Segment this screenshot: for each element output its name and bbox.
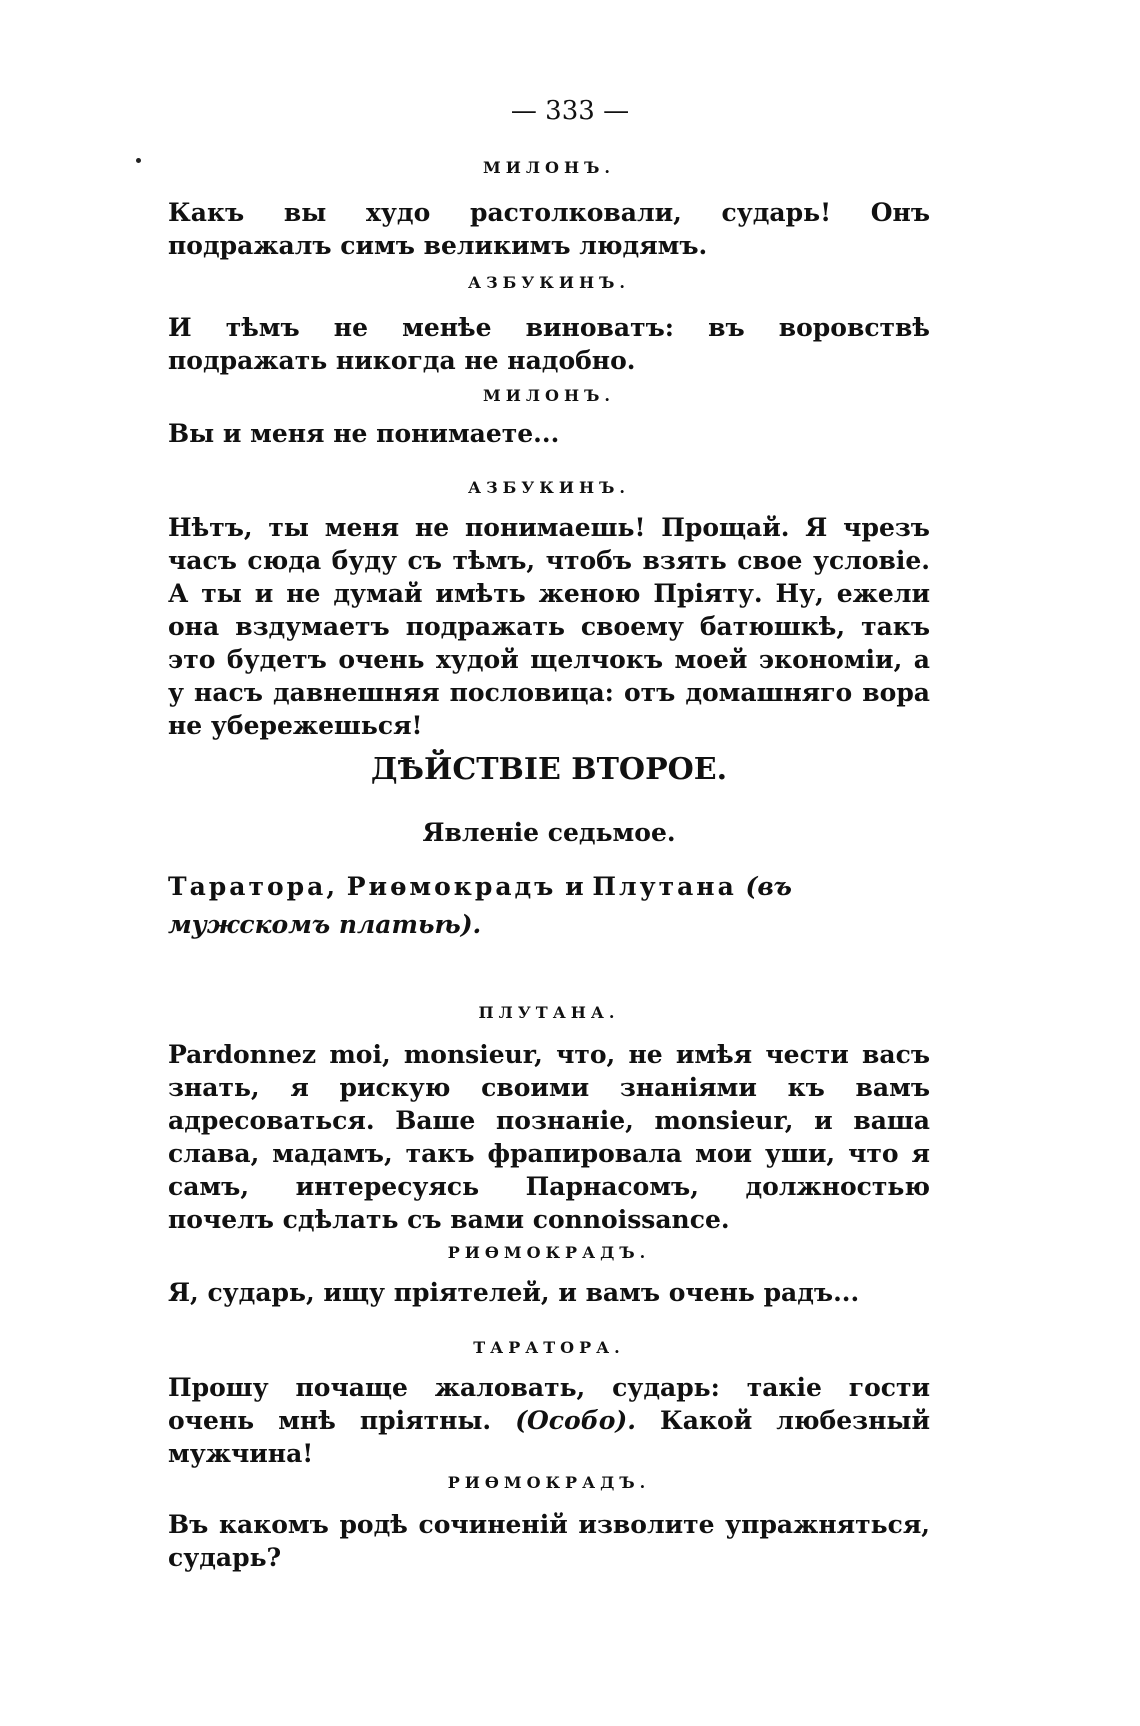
dialogue-text: Какъ вы худо растолковали, сударь! Онъ подражалъ симъ великимъ людямъ. <box>168 198 930 260</box>
dialogue-text: Въ какомъ родѣ сочиненій изволите упражняться, сударь? <box>168 1510 930 1572</box>
dialogue-fragment: Прошу почаще жаловать, сударь: такіе гости очень мнѣ пріятны. <box>168 1373 930 1435</box>
printing-speck <box>136 158 141 163</box>
stage-direction: (Особо). <box>515 1406 636 1435</box>
speaker-name: АЗБУКИНЪ. <box>468 273 630 292</box>
cast-name: Плутана <box>592 872 737 901</box>
scene-title: Явленіе седьмое. <box>422 818 676 847</box>
cast-list <box>168 868 930 944</box>
dialogue-text: Нѣтъ, ты меня не понимаешь! Прощай. Я чрезъ часъ сюда буду съ тѣмъ, чтобъ взять свое условіе. А ты и не думай имѣть женою Пріяту. Ну, ежели она вздумаетъ подражать своему батюшкѣ, такъ это будетъ очень худой щелчокъ моей экономіи, а у насъ давнешняя пословица: отъ домашняго вора не убережешься! <box>168 513 930 740</box>
page-number: — 333 — <box>510 96 630 126</box>
speaker-name: АЗБУКИНЪ. <box>468 478 630 497</box>
dialogue-text: И тѣмъ не менѣе виноватъ: въ воровствѣ подражать никогда не надобно. <box>168 313 930 375</box>
dialogue-text <box>168 1371 930 1470</box>
dialogue-fragment: Какой любезный мужчина! <box>168 1406 930 1468</box>
speaker-name: МИЛОНЪ. <box>483 158 615 177</box>
speaker-name: ТАРАТОРА. <box>473 1338 625 1357</box>
stage-direction: (въ мужскомъ платьѣ). <box>168 872 792 939</box>
dialogue-text: Вы и меня не понимаете... <box>168 419 560 448</box>
cast-name: Риѳмокрадъ <box>346 872 557 901</box>
speaker-name: РИѲМОКРАДЪ. <box>447 1243 651 1262</box>
dialogue-text: Я, сударь, ищу пріятелей, и вамъ очень радъ... <box>168 1278 860 1307</box>
speaker-name: ПЛУТАНА. <box>478 1003 620 1022</box>
speaker-name: РИѲМОКРАДЪ. <box>447 1473 651 1492</box>
cast-conjunction: и <box>565 872 584 901</box>
act-title: ДѢЙСТВІЕ ВТОРОЕ. <box>370 752 728 787</box>
dialogue-text: Pardonnez moi, monsieur, что, не имѣя чести васъ знать, я рискую своими знаніями къ вамъ адресоваться. Ваше познаніе, monsieur, и ваша слава, мадамъ, такъ фрапировала мои уши, что я самъ, интересуясь Парнасомъ, должностью почелъ сдѣлать съ вами connoissance. <box>168 1040 930 1234</box>
cast-name: Таратора, <box>168 872 339 901</box>
speaker-name: МИЛОНЪ. <box>483 386 615 405</box>
